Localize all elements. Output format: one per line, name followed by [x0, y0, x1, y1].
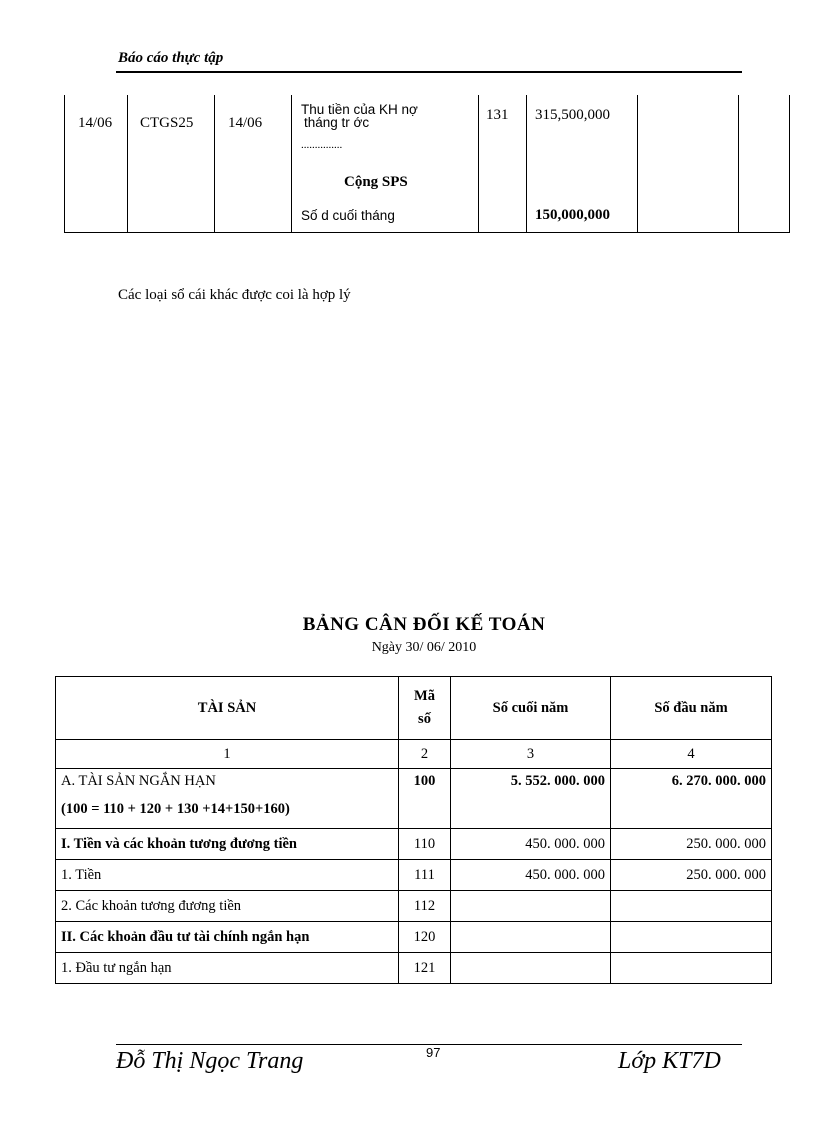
- row-name-line1: A. TÀI SẢN NGẮN HẠN: [61, 773, 216, 789]
- ledger-voucher-date: 14/06: [228, 115, 263, 131]
- ledger-column-line: [478, 95, 479, 233]
- header-end-year: Số cuối năm: [451, 677, 611, 740]
- row-end-value: [451, 922, 611, 953]
- ledger-closing-amount: 150,000,000: [535, 207, 610, 223]
- table-row: [56, 953, 772, 984]
- ledger-column-line: [214, 95, 215, 233]
- ledger-column-line: [738, 95, 739, 233]
- ledger-table: [64, 95, 790, 233]
- row-begin-value: 6. 270. 000. 000: [611, 769, 772, 829]
- table-row: [56, 891, 772, 922]
- row-begin-value: [611, 953, 772, 984]
- ledger-description-cont: tháng tr ớc: [304, 115, 370, 130]
- row-name-formula: (100 = 110 + 120 + 130 +14+150+160): [61, 801, 290, 817]
- footer-class: Lớp KT7D: [618, 1048, 721, 1074]
- table-row: [56, 922, 772, 953]
- row-name: 2. Các khoản tương đương tiền: [56, 891, 399, 922]
- header-begin-year: Số đầu năm: [611, 677, 772, 740]
- table-row: [56, 829, 772, 860]
- row-name: II. Các khoản đầu tư tài chính ngắn hạn: [56, 922, 399, 953]
- balance-sheet-title: BẢNG CÂN ĐỐI KẾ TOÁN: [302, 614, 546, 635]
- ledger-account: 131: [486, 107, 509, 123]
- row-code: 120: [399, 922, 451, 953]
- ledger-closing-label: Số d cuối tháng: [301, 208, 395, 223]
- ledger-column-line: [127, 95, 128, 233]
- row-end-value: 5. 552. 000. 000: [451, 769, 611, 829]
- column-number: 4: [611, 740, 772, 769]
- ledger-dots: ...............: [301, 139, 343, 151]
- table-row: [56, 769, 772, 829]
- page-number: 97: [426, 1045, 441, 1060]
- report-header-title: Báo cáo thực tập: [118, 50, 224, 66]
- header-rule: [116, 71, 742, 73]
- ledger-total-label: Cộng SPS: [344, 174, 408, 190]
- row-code: 112: [399, 891, 451, 922]
- ledger-column-line: [291, 95, 292, 233]
- table-row: [56, 860, 772, 891]
- row-end-value: 450. 000. 000: [451, 829, 611, 860]
- header-code-line2: số: [418, 711, 431, 727]
- row-code: 121: [399, 953, 451, 984]
- table-header-row: [56, 677, 772, 740]
- ledger-amount: 315,500,000: [535, 107, 610, 123]
- row-name: I. Tiền và các khoản tương đương tiền: [56, 829, 399, 860]
- note-text: Các loại sổ cái khác được coi là hợp lý: [118, 287, 351, 303]
- ledger-column-line: [789, 95, 790, 233]
- ledger-description: Thu tiền của KH nợ: [301, 102, 418, 117]
- row-end-value: [451, 953, 611, 984]
- row-name: 1. Đầu tư ngắn hạn: [56, 953, 399, 984]
- column-number: 3: [451, 740, 611, 769]
- header-code: [399, 677, 451, 740]
- column-number-row: [56, 740, 772, 769]
- row-begin-value: 250. 000. 000: [611, 860, 772, 891]
- header-assets: TÀI SẢN: [56, 677, 399, 740]
- row-code: 111: [399, 860, 451, 891]
- row-end-value: [451, 891, 611, 922]
- ledger-column-line: [637, 95, 638, 233]
- row-begin-value: [611, 891, 772, 922]
- column-number: 2: [399, 740, 451, 769]
- ledger-column-line: [64, 95, 65, 233]
- ledger-date: 14/06: [78, 115, 113, 131]
- row-code: 110: [399, 829, 451, 860]
- balance-sheet-date: Ngày 30/ 06/ 2010: [371, 640, 477, 655]
- row-name: [56, 769, 399, 829]
- header-code-line1: Mã: [414, 688, 435, 704]
- row-name: 1. Tiền: [56, 860, 399, 891]
- ledger-column-line: [526, 95, 527, 233]
- footer-author: Đỗ Thị Ngọc Trang: [116, 1048, 304, 1074]
- row-end-value: 450. 000. 000: [451, 860, 611, 891]
- ledger-bottom-line: [64, 232, 790, 233]
- row-begin-value: 250. 000. 000: [611, 829, 772, 860]
- row-begin-value: [611, 922, 772, 953]
- balance-sheet-table: [55, 676, 772, 984]
- ledger-voucher-no: CTGS25: [140, 115, 194, 131]
- column-number: 1: [56, 740, 399, 769]
- row-code: 100: [399, 769, 451, 829]
